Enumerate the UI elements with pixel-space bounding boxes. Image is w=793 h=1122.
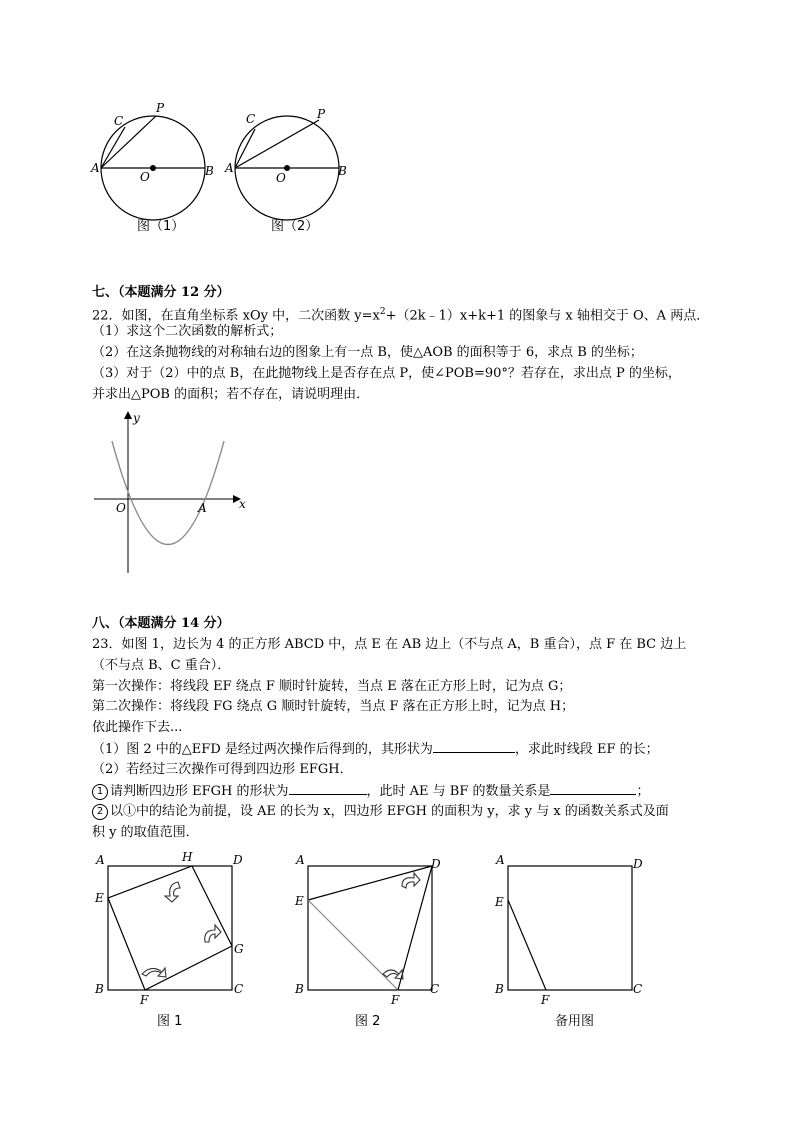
point-b-label: B: [95, 982, 104, 996]
point-o-label: O: [140, 170, 150, 184]
point-g-label: G: [234, 942, 244, 956]
c1-mid: ，此时 AE 与 BF 的数量关系是: [366, 784, 551, 799]
q22-sup: 2: [379, 307, 386, 317]
point-b-label: B: [295, 982, 304, 996]
q22-part-1: （1）求这个二次函数的解析式；: [92, 324, 283, 339]
q22-part-3b: 并求出△POB 的面积；若不存在，请说明理由．: [92, 387, 370, 402]
square-figure-1: [90, 850, 255, 1010]
figure-1-caption: 图（1）: [137, 219, 185, 234]
point-a-label: A: [96, 853, 105, 867]
point-a-label: A: [296, 853, 305, 867]
point-e-label: E: [295, 894, 304, 908]
point-c-label: C: [430, 982, 440, 996]
q23-stem-b: （不与点 B、C 重合）．: [92, 658, 231, 673]
c1-end: ；: [636, 784, 650, 799]
point-f-label: F: [541, 993, 550, 1007]
point-b-label: B: [338, 164, 347, 178]
q23-part-1: [92, 740, 659, 759]
q23-sub-2a: [92, 803, 669, 821]
point-d-label: D: [233, 853, 243, 867]
answer-blank[interactable]: [550, 782, 636, 795]
square-figure-spare: [490, 850, 655, 1010]
point-o-label: O: [276, 171, 286, 185]
operation-2: 第二次操作：将线段 FG 绕点 G 顺时针旋转，当点 F 落在正方形上时，记为点 H；: [92, 699, 575, 714]
answer-blank[interactable]: [433, 740, 515, 753]
q22-part-2: （2）在这条抛物线的对称轴右边的图象上有一点 B，使△AOB 的面积等于 6，求点 B 的坐标；: [92, 345, 643, 360]
operation-3: 依此操作下去...: [92, 720, 183, 735]
x-axis-label: x: [239, 497, 246, 511]
point-a-label: A: [91, 161, 100, 175]
operation-1: 第一次操作：将线段 EF 绕点 F 顺时针旋转，当点 E 落在正方形上时，记为点 G；: [92, 679, 572, 694]
s1-pre: （1）图 2 中的△EFD 是经过两次操作后得到的，其形状为: [92, 742, 433, 757]
figure-2-caption: 图 2: [355, 1014, 381, 1029]
point-d-label: D: [633, 857, 643, 871]
point-c-label: C: [234, 982, 244, 996]
origin-label: O: [116, 501, 126, 515]
figure-1-caption: 图 1: [157, 1014, 183, 1029]
section-8-heading: 八、（本题满分 14 分）: [92, 616, 230, 631]
s1-post: ，求此时线段 EF 的长；: [514, 742, 659, 757]
circled-two-mark: 2: [92, 804, 108, 820]
point-a-label: A: [198, 501, 207, 515]
c1-pre: 请判断四边形 EFGH 的形状为: [110, 784, 289, 799]
q23-part-2: （2）若经过三次操作可得到四边形 EFGH．: [92, 762, 353, 777]
spare-figure-caption: 备用图: [555, 1014, 595, 1029]
point-d-label: D: [431, 857, 441, 871]
point-c-label: C: [246, 112, 256, 126]
q22-pre: 22．如图，在直角坐标系 xOy 中，二次函数 y=x: [92, 308, 380, 324]
section-7-heading: 七、（本题满分 12 分）: [92, 285, 230, 300]
point-f-label: F: [391, 993, 400, 1007]
q22-part-3a: （3）对于（2）中的点 B，在此抛物线上是否存在点 P，使∠POB=90°？若存在，求出点 P 的坐标，: [92, 366, 681, 381]
y-axis-label: y: [133, 411, 140, 425]
point-p-label: P: [156, 101, 165, 115]
point-e-label: E: [495, 895, 504, 909]
point-c-label: C: [114, 114, 124, 128]
q23-sub-1: [92, 782, 650, 801]
q23-sub-2b: 积 y 的取值范围．: [92, 825, 199, 840]
c2a: 以①中的结论为前提，设 AE 的长为 x，四边形 EFGH 的面积为 y，求 y 与 x 的函数关系式及面: [110, 804, 669, 819]
point-c-label: C: [633, 982, 643, 996]
point-a-label: A: [225, 161, 234, 175]
point-e-label: E: [95, 891, 104, 905]
question-22-stem: [92, 303, 709, 325]
point-h-label: H: [182, 850, 193, 864]
circled-one-mark: 1: [92, 784, 108, 800]
point-a-label: A: [496, 853, 505, 867]
point-f-label: F: [140, 993, 149, 1007]
answer-blank[interactable]: [289, 782, 367, 795]
point-b-label: B: [205, 164, 214, 178]
q22-post: +（2k﹣1）x+k+1 的图象与 x 轴相交于 O、A 两点．: [385, 308, 710, 324]
q23-stem-a: 23．如图 1，边长为 4 的正方形 ABCD 中，点 E 在 AB 边上（不与点 A，B 重合），点 F 在 BC 边上: [92, 637, 687, 652]
parabola-graph: [90, 408, 260, 578]
figure-2-caption: 图（2）: [271, 219, 319, 234]
square-figure-2: [290, 850, 455, 1010]
point-b-label: B: [495, 982, 504, 996]
point-p-label: P: [317, 107, 326, 121]
